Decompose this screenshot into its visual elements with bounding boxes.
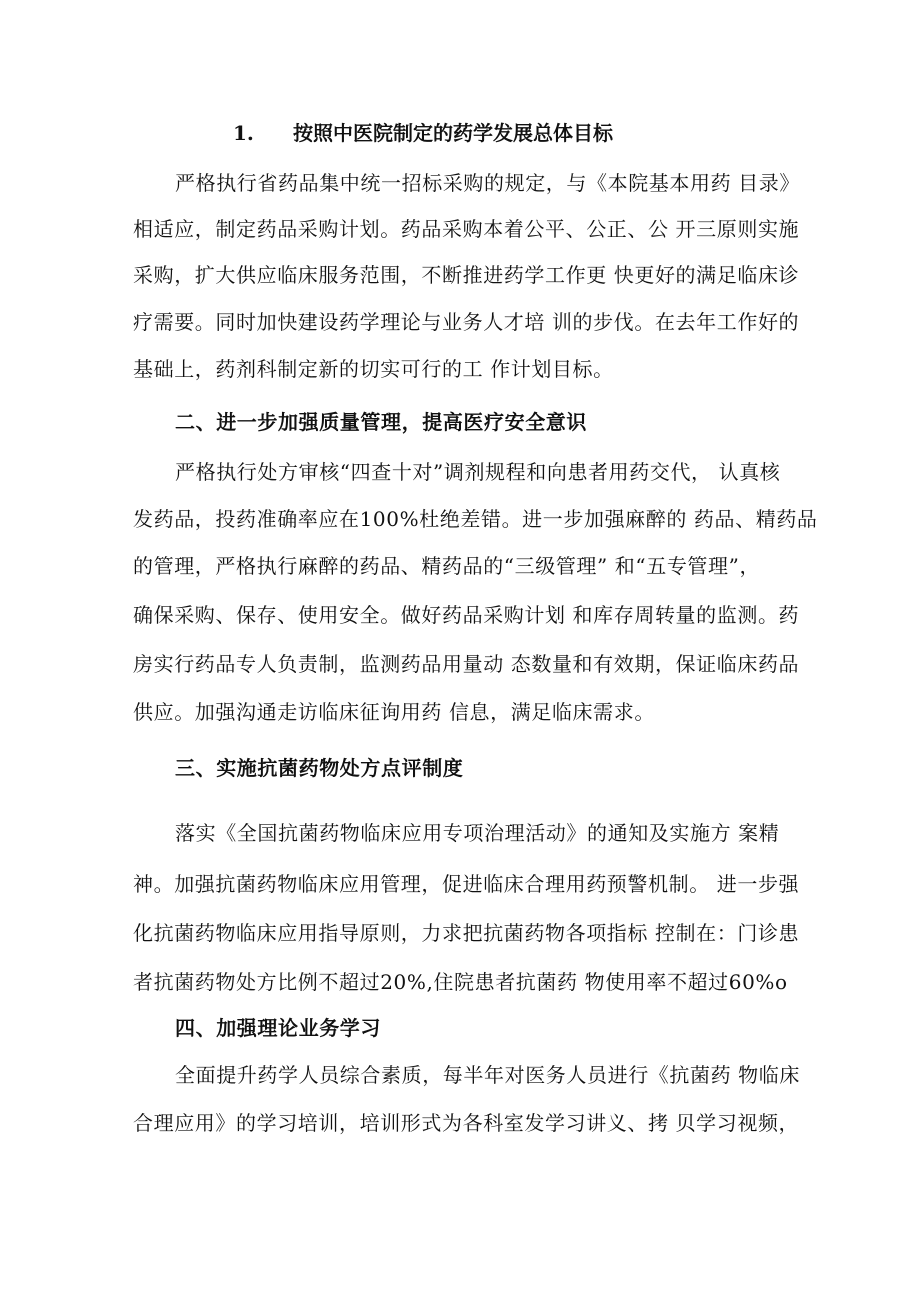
section1-line-1: 严格执行省药品集中统一招标采购的规定，与《本院基本用药 目录》 [175, 171, 800, 195]
section3-line-3: 化抗菌药物临床应用指导原则，力求把抗菌药物各项指标 控制在：门诊患 [133, 921, 800, 945]
section1-number: 1. [233, 121, 254, 145]
section1-line-3: 采购，扩大供应临床服务范围，不断推进药学工作更 快更好的满足临床诊 [133, 263, 800, 287]
section4-line-2: 合理应用》的学习培训，培训形式为各科室发学习讲义、拷 贝学习视频， [133, 1111, 800, 1135]
section1-line-5: 基础上，药剂科制定新的切实可行的工 作计划目标。 [133, 357, 614, 381]
section1-line-2: 相适应，制定药品采购计划。药品采购本着公平、公正、公 开三原则实施 [133, 217, 800, 241]
section3-title: 三、实施抗菌药物处方点评制度 [175, 756, 464, 780]
section1-title: 按照中医院制定的药学发展总体目标 [293, 121, 613, 145]
section3-line-4: 者抗菌药物处方比例不超过20%,住院患者抗菌药 物使用率不超过60%o [133, 970, 788, 994]
section4-title: 四、加强理论业务学习 [175, 1016, 381, 1040]
section2-line-2: 发药品，投药准确率应在100%杜绝差错。进一步加强麻醉的 药品、精药品 [133, 507, 818, 531]
section2-line-4: 确保采购、保存、使用安全。做好药品采购计划 和库存周转量的监测。药 [133, 603, 800, 627]
section3-line-1: 落实《全国抗菌药物临床应用专项治理活动》的通知及实施方 案精 [175, 821, 780, 845]
section1-line-4: 疗需要。同时加快建设药学理论与业务人才培 训的步伐。在去年工作好的 [133, 310, 800, 334]
section3-line-2: 神。加强抗菌药物临床应用管理，促进临床合理用药预警机制。 进一步强 [133, 872, 800, 896]
section2-line-3: 的管理，严格执行麻醉的药品、精药品的“三级管理” 和“五专管理”， [133, 554, 761, 578]
section2-line-6: 供应。加强沟通走访临床征询用药 信息，满足临床需求。 [133, 700, 655, 724]
section2-line-5: 房实行药品专人负责制，监测药品用量动 态数量和有效期，保证临床药品 [133, 652, 800, 676]
section4-line-1: 全面提升药学人员综合素质，每半年对医务人员进行《抗菌药 物临床 [175, 1063, 800, 1087]
section2-line-1: 严格执行处方审核“四查十对”调剂规程和向患者用药交代， 认真核 [175, 460, 781, 484]
section2-title: 二、进一步加强质量管理，提高医疗安全意识 [175, 410, 587, 434]
